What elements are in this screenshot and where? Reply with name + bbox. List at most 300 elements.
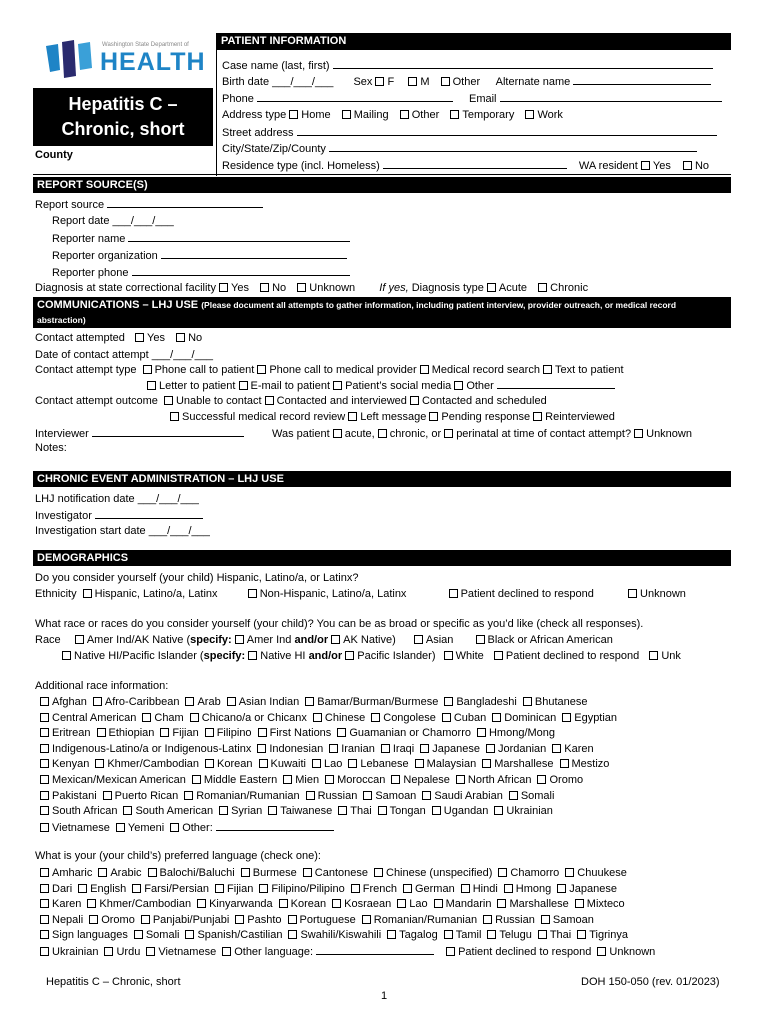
race-option-label: Tongan [389,805,426,818]
street-row: Street address [222,125,717,140]
race-option-checkbox[interactable] [283,775,292,784]
lang-option-checkbox[interactable] [40,899,49,908]
lang-option-label: Kosraean [344,898,392,911]
lang-option-checkbox[interactable] [565,868,574,877]
race-option-label: Asian Indian [238,696,300,708]
lang-option-checkbox[interactable] [397,899,406,908]
race-option-checkbox[interactable] [97,728,106,737]
race-option-checkbox[interactable] [523,697,532,706]
hispanic-question: Do you consider yourself (your child) Hispanic, Latino/a, or Latinx? [35,572,359,584]
type-letter-checkbox[interactable] [147,381,156,390]
logo-agency-text: Washington State Department of [102,42,189,48]
race-option-checkbox[interactable] [432,806,441,815]
addr-temporary-checkbox[interactable] [450,110,459,119]
outcome-row2: Successful medical record review Left message Pending response Reinterviewed [170,410,615,424]
addr-mailing-checkbox[interactable] [342,110,351,119]
type-other-field[interactable] [497,378,615,389]
additional-race-label: Additional race information: [35,680,169,692]
language-other-field[interactable] [316,944,434,955]
addr-home-checkbox[interactable] [289,110,298,119]
lang-option-checkbox[interactable] [498,868,507,877]
lang-row [40,866,627,880]
sex-m-checkbox[interactable] [408,77,417,86]
report-source-field[interactable] [107,197,263,208]
lang-option-label: Marshallese [509,898,569,911]
lang-option-label: Unknown [609,946,656,958]
report-date-row[interactable]: Report date ___/___/___ [52,215,174,227]
race-option-label: Puerto Rican [114,789,179,802]
lang-option-checkbox[interactable] [288,930,297,939]
race-unk-checkbox[interactable] [649,651,658,660]
lang-option-checkbox[interactable] [235,915,244,924]
type-email-checkbox[interactable] [239,381,248,390]
race-option-label: Ethiopian [108,727,155,740]
race-option-checkbox[interactable] [257,744,266,753]
race-option-checkbox[interactable] [116,823,125,832]
race-option-checkbox[interactable] [313,713,322,722]
lang-option-checkbox[interactable] [497,899,506,908]
race-option-label: Oromo [549,774,584,786]
lang-option-label: Hindi [472,882,498,895]
lang-option-checkbox[interactable] [303,868,312,877]
race-row [40,757,609,771]
race-option-label: Kenyan [52,758,90,771]
lang-option-checkbox[interactable] [259,884,268,893]
race-option-label: Guamanian or Chamorro [349,727,471,740]
race-option-checkbox[interactable] [259,759,268,768]
lang-option-checkbox[interactable] [241,868,250,877]
race-option-checkbox[interactable] [306,791,315,800]
race-option-label: Malaysian [426,758,477,771]
race-option-checkbox[interactable] [40,775,49,784]
lang-option-checkbox[interactable] [146,947,155,956]
race-option-checkbox[interactable] [142,713,151,722]
race-option-checkbox[interactable] [363,791,372,800]
lang-option-checkbox[interactable] [597,947,606,956]
race-option-checkbox[interactable] [219,806,228,815]
race-option-checkbox[interactable] [40,791,49,800]
case-name-row: Case name (last, first) [222,58,713,73]
race-option-label: Romanian/Rumanian [196,789,300,802]
race-black-checkbox[interactable] [476,635,485,644]
race-option-checkbox[interactable] [185,697,194,706]
case-name-field[interactable] [333,58,713,69]
race-option-checkbox[interactable] [258,728,267,737]
lang-option-label: Oromo [101,913,135,926]
reporter-phone-field[interactable] [132,265,350,276]
race-option-label: Japanese [432,742,480,755]
lang-option-label: Cantonese [314,867,368,879]
race-option-checkbox[interactable] [444,697,453,706]
type-phone-patient-checkbox[interactable] [143,365,152,374]
race-option-checkbox[interactable] [227,697,236,706]
race-option-checkbox[interactable] [486,744,495,753]
attempted-no-checkbox[interactable] [176,333,185,342]
race-option-checkbox[interactable] [348,759,357,768]
lang-option-checkbox[interactable] [78,884,87,893]
lang-option-label: Mandarin [445,898,492,911]
race-option-label: Dominican [504,711,557,724]
race-option-label: Afro-Caribbean [104,696,180,708]
race-option-label: First Nations [269,727,332,740]
residence-field[interactable] [383,158,567,169]
race-other-field[interactable] [216,820,334,831]
contact-date-row[interactable]: Date of contact attempt ___/___/___ [35,349,213,361]
lang-option-checkbox[interactable] [279,899,288,908]
lang-option-label: Dari [52,882,73,895]
lang-option-checkbox[interactable] [141,915,150,924]
eth-nonhispanic-checkbox[interactable] [248,589,257,598]
race-option-checkbox[interactable] [494,806,503,815]
contact-type-row2: Letter to patient E-mail to patient Patient’s social media Other [147,378,615,393]
was-unknown-checkbox[interactable] [634,429,643,438]
race-aknative-checkbox[interactable] [331,635,340,644]
lang-option-label: Chamorro [510,867,560,879]
lang-option-checkbox[interactable] [461,884,470,893]
eth-hispanic-checkbox[interactable] [83,589,92,598]
lang-option-checkbox[interactable] [40,915,49,924]
lang-option-checkbox[interactable] [434,899,443,908]
lang-option-checkbox[interactable] [557,884,566,893]
lang-option-label: English [90,882,127,895]
race-option-label: Fijian [172,727,199,740]
lang-option-label: Swahili/Kiswahili [300,929,382,942]
race-option-checkbox[interactable] [337,728,346,737]
race-option-label: Ukrainian [506,805,553,818]
race-option-checkbox[interactable] [456,775,465,784]
race-option-checkbox[interactable] [40,697,49,706]
outcome-scheduled-checkbox[interactable] [410,396,419,405]
lang-option-checkbox[interactable] [215,884,224,893]
report-source-row: Report source [35,197,263,212]
type-record-search-checkbox[interactable] [420,365,429,374]
race-option-label: Arab [197,696,221,708]
race-option-checkbox[interactable] [95,759,104,768]
lang-option-label: Tamil [455,929,482,942]
race-option-label: Middle Eastern [203,774,278,786]
race-option-checkbox[interactable] [205,759,214,768]
type-phone-provider-checkbox[interactable] [257,365,266,374]
lang-option-checkbox[interactable] [504,884,513,893]
race-option-checkbox[interactable] [40,728,49,737]
was-perinatal-checkbox[interactable] [444,429,453,438]
race-amerind-checkbox[interactable] [75,635,84,644]
lang-option-checkbox[interactable] [387,930,396,939]
outcome-pending-checkbox[interactable] [429,412,438,421]
race-nativehi-checkbox[interactable] [248,651,257,660]
race-option-label: North African [467,774,532,786]
race-option-label: Bamar/Burman/Burmese [317,696,439,708]
lang-option-checkbox[interactable] [374,868,383,877]
race-option-checkbox[interactable] [103,791,112,800]
lang-row [40,928,628,942]
lang-option-label: Pashto [247,913,282,926]
race-option-checkbox[interactable] [184,791,193,800]
race-option-label: Lebanese [360,758,409,771]
race-option-checkbox[interactable] [40,713,49,722]
race-asian-checkbox[interactable] [414,635,423,644]
race-option-checkbox[interactable] [329,744,338,753]
addr-other-checkbox[interactable] [400,110,409,119]
race-option-label: South American [135,805,214,818]
race-option-label: Marshallese [494,758,554,771]
lang-option-checkbox[interactable] [288,915,297,924]
eth-unknown-checkbox[interactable] [628,589,637,598]
lang-option-label: Khmer/Cambodian [99,898,192,911]
race-option-label: Samoan [375,789,417,802]
lang-row [40,882,617,896]
race-option-checkbox[interactable] [415,759,424,768]
type-social-checkbox[interactable] [333,381,342,390]
lang-option-checkbox[interactable] [89,915,98,924]
eth-declined-checkbox[interactable] [449,589,458,598]
race-option-label: Filipino [216,727,252,740]
lang-option-label: Somali [145,929,180,942]
race-option-label: Korean [217,758,253,771]
lang-option-checkbox[interactable] [575,899,584,908]
title-line1: Hepatitis C – [68,94,178,114]
lang-option-label: German [414,882,455,895]
contact-type-row1: Contact attempt type Phone call to patient Phone call to medical provider Medical record search Text to patient [35,364,624,376]
race-option-label: Yemeni [127,821,165,834]
race-option-checkbox[interactable] [170,823,179,832]
outcome-record-review-checkbox[interactable] [170,412,179,421]
page-number: 1 [381,990,388,1002]
lang-option-checkbox[interactable] [332,899,341,908]
lang-option-label: Korean [290,898,327,911]
street-field[interactable] [297,125,717,136]
lang-option-checkbox[interactable] [98,868,107,877]
race-option-checkbox[interactable] [160,728,169,737]
lang-option-checkbox[interactable] [222,947,231,956]
lang-option-label: Panjabi/Punjabi [152,913,230,926]
lang-option-label: Nepali [52,913,84,926]
type-text-patient-checkbox[interactable] [543,365,552,374]
race-option-label: Moroccan [337,774,386,786]
race-option-checkbox[interactable] [40,744,49,753]
chronic-event-header: CHRONIC EVENT ADMINISTRATION – LHJ USE [33,471,731,487]
race-option-label: Kuwaiti [270,758,306,771]
lang-option-checkbox[interactable] [483,915,492,924]
race-option-checkbox[interactable] [562,713,571,722]
race-option-label: Somali [520,789,555,802]
race-option-label: Nepalese [403,774,450,786]
investigation-start-row[interactable]: Investigation start date ___/___/___ [35,525,210,537]
lang-option-checkbox[interactable] [40,947,49,956]
language-question: What is your (your child’s) preferred language (check one): [35,850,321,862]
reporter-phone-row: Reporter phone [52,265,350,280]
was-chronic-checkbox[interactable] [378,429,387,438]
race-option-label: Saudi Arabian [434,789,503,802]
residence-row: Residence type (incl. Homeless) WA resident Yes No [222,160,710,172]
race-option-checkbox[interactable] [192,775,201,784]
race-pacific-checkbox[interactable] [345,651,354,660]
diagnosis-row: Diagnosis at state correctional facility Yes No Unknown If yes, Diagnosis type Acute Chronic [35,282,589,294]
lang-option-checkbox[interactable] [40,868,49,877]
race-question: What race or races do you consider yourself (your child)? You can be as broad or specific as you’d like (check all responses). [35,618,644,630]
lang-option-label: Urdu [116,946,141,958]
lang-option-label: Kinyarwanda [209,898,273,911]
race-option-label: Chicano/a or Chicanx [201,711,307,724]
title-line2: Chronic, short [61,119,185,139]
race-option-checkbox[interactable] [338,806,347,815]
lang-option-checkbox[interactable] [185,930,194,939]
lang-option-label: Portuguese [299,913,356,926]
race-option-checkbox[interactable] [40,759,49,768]
city-row: City/State/Zip/County [222,141,697,156]
race-option-checkbox[interactable] [312,759,321,768]
race-option-checkbox[interactable] [509,791,518,800]
lang-option-checkbox[interactable] [148,868,157,877]
diag-yes-checkbox[interactable] [219,283,228,292]
race-option-checkbox[interactable] [482,759,491,768]
race-option-label: Cuban [453,711,487,724]
lang-option-checkbox[interactable] [351,884,360,893]
race-amerind-sub-checkbox[interactable] [235,635,244,644]
outcome-interviewed-checkbox[interactable] [265,396,274,405]
lhj-notification-row[interactable]: LHJ notification date ___/___/___ [35,493,199,505]
reporter-org-row: Reporter organization [52,248,347,263]
lang-option-checkbox[interactable] [444,930,453,939]
lang-option-label: Hmong [515,882,552,895]
sex-other-checkbox[interactable] [441,77,450,86]
diag-chronic-checkbox[interactable] [538,283,547,292]
race-row [40,711,617,725]
reporter-org-field[interactable] [161,248,347,259]
lang-option-checkbox[interactable] [132,884,141,893]
outcome-reinterviewed-checkbox[interactable] [533,412,542,421]
lang-option-checkbox[interactable] [577,930,586,939]
race-option-label: Iranian [341,742,375,755]
race-option-checkbox[interactable] [325,775,334,784]
diag-acute-checkbox[interactable] [487,283,496,292]
race-option-checkbox[interactable] [190,713,199,722]
sex-f-checkbox[interactable] [375,77,384,86]
race-option-checkbox[interactable] [442,713,451,722]
phone-field[interactable] [257,91,453,102]
logo-mark-icon [44,38,96,80]
lang-option-checkbox[interactable] [134,930,143,939]
lang-option-label: Thai [549,929,572,942]
race-option-checkbox[interactable] [371,713,380,722]
contact-attempted-row: Contact attempted Yes No [35,332,203,344]
race-option-label: Afghan [52,696,87,708]
lang-option-checkbox[interactable] [403,884,412,893]
race-option-label: Egyptian [574,711,618,724]
lang-option-label: Lao [409,898,428,911]
birth-date-field[interactable]: Birth date ___/___/___ [222,76,334,88]
race-option-label: Indonesian [269,742,324,755]
lang-option-label: Arabic [110,867,142,879]
race-option-checkbox[interactable] [537,775,546,784]
diag-unknown-checkbox[interactable] [297,283,306,292]
lang-option-label: Romanian/Rumanian [373,913,478,926]
race-option-label: Indigenous-Latino/a or Indigenous-Latinx [52,742,252,755]
lang-option-checkbox[interactable] [446,947,455,956]
addr-work-checkbox[interactable] [525,110,534,119]
race-nhpi-checkbox[interactable] [62,651,71,660]
race-option-checkbox[interactable] [552,744,561,753]
was-acute-checkbox[interactable] [333,429,342,438]
lang-option-checkbox[interactable] [40,930,49,939]
lang-option-label: Japanese [569,882,617,895]
city-field[interactable] [329,141,697,152]
lang-option-label: Farsi/Persian [144,882,210,895]
investigator-field[interactable] [95,508,203,519]
race-option-checkbox[interactable] [305,697,314,706]
lang-option-label: Telugu [499,929,532,942]
race-option-label: Cham [154,711,184,724]
race-option-checkbox[interactable] [378,806,387,815]
report-source-header: REPORT SOURCE(S) [33,177,731,193]
race-option-label: Pakistani [52,789,97,802]
race-declined-checkbox[interactable] [494,651,503,660]
county-label: County [35,149,73,161]
lang-option-label: Sign languages [52,929,128,942]
race-option-checkbox[interactable] [477,728,486,737]
race-option-checkbox[interactable] [381,744,390,753]
attempted-yes-checkbox[interactable] [135,333,144,342]
lang-option-checkbox[interactable] [87,899,96,908]
lang-option-checkbox[interactable] [362,915,371,924]
race-option-label: Bhutanese [534,696,588,708]
race-row [40,773,583,787]
race-white-checkbox[interactable] [444,651,453,660]
wa-yes-checkbox[interactable] [641,161,650,170]
race-option-checkbox[interactable] [268,806,277,815]
diag-no-checkbox[interactable] [260,283,269,292]
race-option-checkbox[interactable] [420,744,429,753]
lang-option-label: Patient declined to respond [458,946,592,958]
race-option-label: Congolese [383,711,436,724]
lang-option-checkbox[interactable] [197,899,206,908]
lang-option-checkbox[interactable] [40,884,49,893]
interviewer-field[interactable] [92,426,244,437]
alternate-name-field[interactable] [573,74,711,85]
investigator-row: Investigator [35,508,203,523]
wa-no-checkbox[interactable] [683,161,692,170]
race-option-checkbox[interactable] [123,806,132,815]
lang-option-checkbox[interactable] [538,930,547,939]
race-option-label: Thai [350,805,372,818]
lang-option-checkbox[interactable] [104,947,113,956]
race-row [40,820,334,835]
race-option-checkbox[interactable] [205,728,214,737]
race-option-checkbox[interactable] [391,775,400,784]
outcome-unable-checkbox[interactable] [164,396,173,405]
race-option-checkbox[interactable] [40,823,49,832]
race-row [40,742,594,756]
race-option-checkbox[interactable] [492,713,501,722]
lang-option-checkbox[interactable] [487,930,496,939]
reporter-name-field[interactable] [128,231,350,242]
lang-option-label: Chinese (unspecified) [386,867,493,879]
lang-option-checkbox[interactable] [541,915,550,924]
patient-info-header: PATIENT INFORMATION [217,33,731,50]
notes-label[interactable]: Notes: [35,442,67,454]
reporter-name-row: Reporter name [52,231,350,246]
race-option-checkbox[interactable] [93,697,102,706]
health-logo [44,38,204,82]
race-option-checkbox[interactable] [40,806,49,815]
type-other-checkbox[interactable] [454,381,463,390]
email-field[interactable] [500,91,722,102]
outcome-left-message-checkbox[interactable] [348,412,357,421]
race-option-label: Hmong/Mong [488,727,556,740]
race-option-checkbox[interactable] [560,759,569,768]
race-option-checkbox[interactable] [422,791,431,800]
lang-option-label: Vietnamese [158,946,217,958]
